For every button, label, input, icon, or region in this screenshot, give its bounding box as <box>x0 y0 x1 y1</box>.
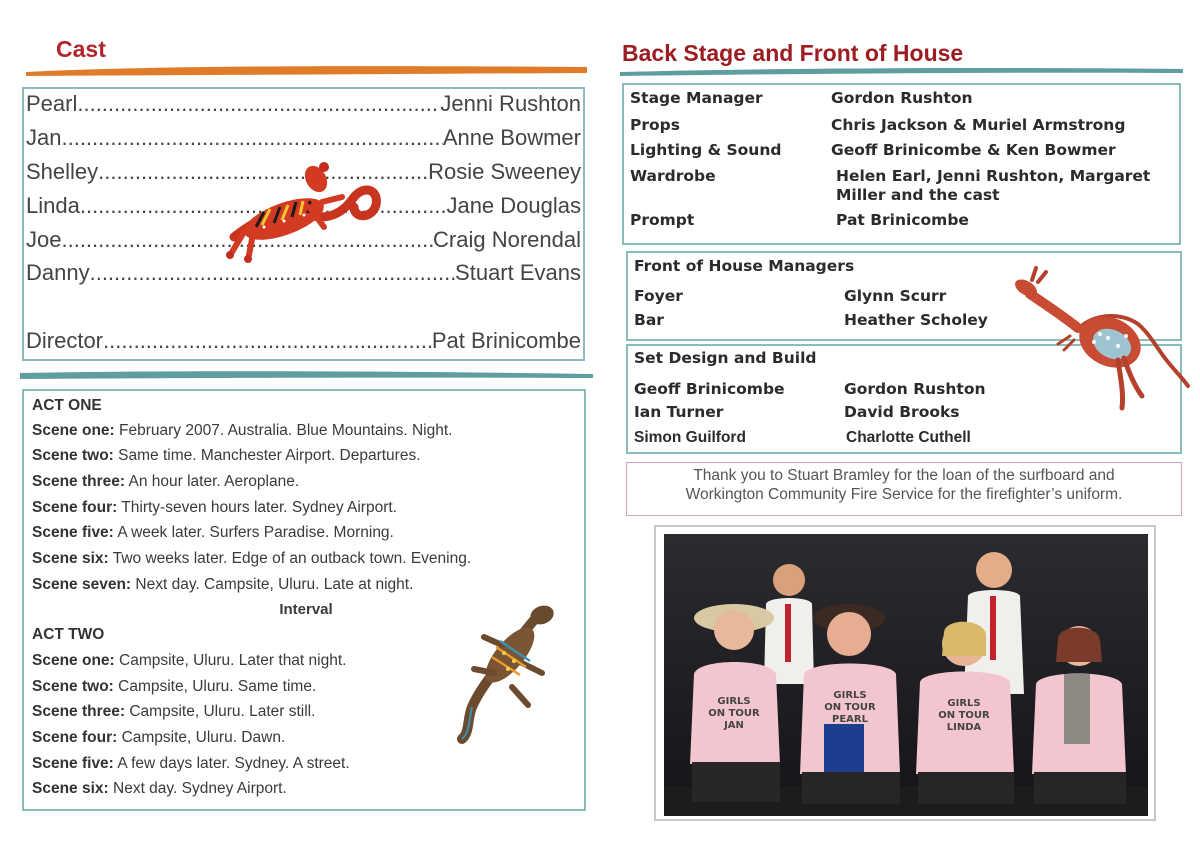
scenes-box <box>22 389 586 811</box>
shirt-text: ON TOUR <box>824 702 876 713</box>
set-member: Gordon Rushton <box>844 380 986 398</box>
cast-role: Joe <box>26 227 62 252</box>
scene-line: Scene one: February 2007. Australia. Blue Mountains. Night. <box>32 422 453 439</box>
cast-role: Pearl <box>26 91 78 116</box>
scene-line: Scene six: Next day. Sydney Airport. <box>32 780 287 797</box>
shirt-text: PEARL <box>832 714 868 725</box>
crew-box <box>622 83 1181 245</box>
set-member: Geoff Brinicombe <box>634 380 785 398</box>
crew-name-continued: Miller and the cast <box>836 186 1000 204</box>
cast-actor: Craig Norendal <box>433 227 581 252</box>
shirt-text: GIRLS <box>717 696 751 707</box>
cast-actor: Jane Douglas <box>446 193 581 218</box>
scene-line: Scene four: Thirty-seven hours later. Sydney Airport. <box>32 499 397 516</box>
thanks-line: Workington Community Fire Service for the firefighter’s uniform. <box>685 486 1123 503</box>
scene-line: Scene one: Campsite, Uluru. Later that night. <box>32 652 347 669</box>
cast-actor: Anne Bowmer <box>442 125 581 150</box>
set-member: Simon Guilford <box>634 429 746 446</box>
cast-actor: Stuart Evans <box>455 260 581 285</box>
shirt-text: JAN <box>724 720 744 731</box>
crew-name: Gordon Rushton <box>831 89 973 107</box>
scene-line: Scene five: A few days later. Sydney. A street. <box>32 755 350 772</box>
shirt-text: ON TOUR <box>708 708 760 719</box>
scene-line: Scene two: Campsite, Uluru. Same time. <box>32 678 317 695</box>
foh-name: Heather Scholey <box>844 311 988 329</box>
cast-role: Danny <box>26 260 90 285</box>
teal-brush-divider <box>18 367 596 381</box>
painted-lizard-illustration <box>432 597 582 747</box>
cast-row <box>26 125 581 155</box>
cast-role: Linda <box>26 193 80 218</box>
set-member: David Brooks <box>844 403 960 421</box>
scene-line: Scene six: Two weeks later. Edge of an outback town. Evening. <box>32 550 472 567</box>
cast-role: Jan <box>26 125 62 150</box>
scene-line: Scene three: An hour later. Aeroplane. <box>32 473 300 490</box>
kangaroo-illustration <box>1008 266 1192 416</box>
scene-line: Scene five: A week later. Surfers Paradise. Morning. <box>32 524 394 541</box>
cast-row <box>26 91 581 121</box>
set-member: Ian Turner <box>634 403 724 421</box>
backstage-heading: Back Stage and Front of House <box>622 40 964 66</box>
teal-brush-divider-right <box>618 64 1186 78</box>
crew-role: Prompt <box>630 211 695 229</box>
director-label: Director <box>26 328 104 353</box>
crew-name: Pat Brinicombe <box>836 211 969 229</box>
cast-heading: Cast <box>56 36 106 62</box>
cast-actor: Jenni Rushton <box>440 91 581 116</box>
scene-line: Scene four: Campsite, Uluru. Dawn. <box>32 729 286 746</box>
crew-role: Props <box>630 116 680 134</box>
crew-name: Geoff Brinicombe & Ken Bowmer <box>831 141 1116 159</box>
act-one-title: ACT ONE <box>32 397 102 414</box>
set-member: Charlotte Cuthell <box>846 429 971 446</box>
crew-name: Chris Jackson & Muriel Armstrong <box>831 116 1126 134</box>
orange-brush-divider <box>24 62 590 78</box>
cast-actor: Rosie Sweeney <box>428 159 581 184</box>
thanks-note <box>626 462 1182 516</box>
cast-role: Shelley <box>26 159 99 184</box>
cast-photo <box>654 525 1156 821</box>
director-name: Pat Brinicombe <box>431 328 581 353</box>
foh-name: Glynn Scurr <box>844 287 947 305</box>
scene-line: Scene three: Campsite, Uluru. Later still. <box>32 703 316 720</box>
scene-line: Scene seven: Next day. Campsite, Uluru. Late at night. <box>32 576 414 593</box>
foh-title: Front of House Managers <box>634 257 855 275</box>
shirt-text: GIRLS <box>947 698 981 709</box>
thanks-line: Thank you to Stuart Bramley for the loan of the surfboard and <box>693 467 1115 484</box>
set-title: Set Design and Build <box>634 349 817 367</box>
cast-photo-image <box>664 534 1148 816</box>
crew-name: Helen Earl, Jenni Rushton, Margaret <box>836 167 1151 185</box>
crew-role: Lighting & Sound <box>630 141 782 159</box>
crew-role: Wardrobe <box>630 167 716 185</box>
shirt-text: ON TOUR <box>938 710 990 721</box>
shirt-text: LINDA <box>946 722 982 733</box>
shirt-text: GIRLS <box>833 690 867 701</box>
interval-label: Interval <box>279 601 333 618</box>
foh-role: Bar <box>634 311 664 329</box>
crew-role: Stage Manager <box>630 89 763 107</box>
act-two-title: ACT TWO <box>32 626 105 643</box>
foh-role: Foyer <box>634 287 683 305</box>
cast-list-box <box>22 87 585 361</box>
red-lizard-illustration <box>204 157 394 287</box>
scene-line: Scene two: Same time. Manchester Airport. Departures. <box>32 447 421 464</box>
director-row <box>26 328 581 358</box>
